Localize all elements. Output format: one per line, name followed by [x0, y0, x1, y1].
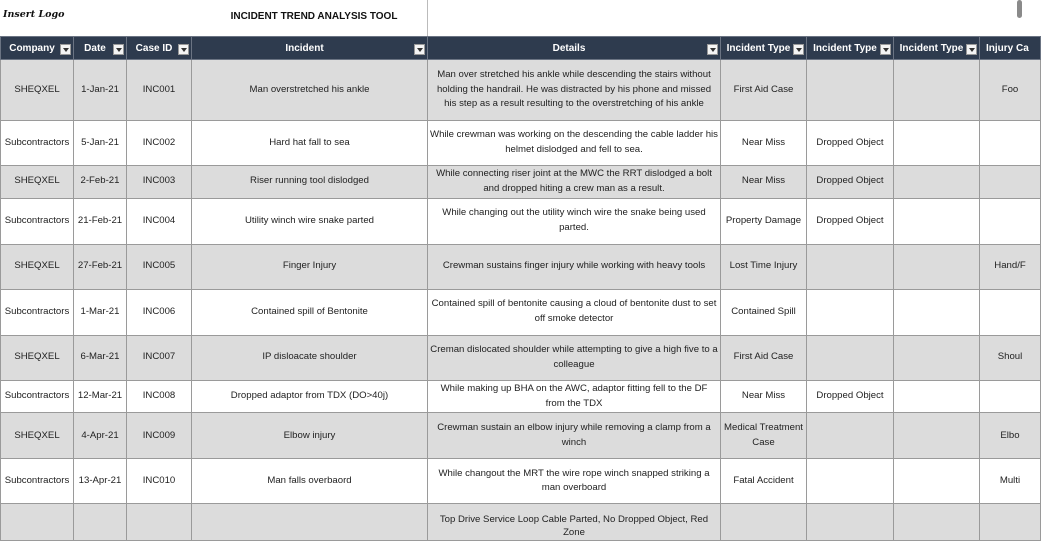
incident-cell[interactable]: Man falls overbaord: [192, 459, 428, 504]
sheet-title-area: [0, 0, 1024, 36]
column-header-case-id: Case ID: [127, 37, 192, 60]
case-id-cell[interactable]: INC002: [127, 121, 192, 166]
incident-type-cell[interactable]: Near Miss: [721, 166, 807, 199]
date-cell[interactable]: 6-Mar-21: [74, 335, 127, 380]
company-cell[interactable]: Subcontractors: [1, 121, 74, 166]
incident-type-cell[interactable]: [807, 60, 894, 121]
incident-type-cell[interactable]: Fatal Accident: [721, 459, 807, 504]
filter-dropdown-icon[interactable]: [966, 44, 977, 55]
company-cell[interactable]: Subcontractors: [1, 459, 74, 504]
injury-category-cell[interactable]: [980, 198, 1041, 244]
table-row[interactable]: [1, 121, 1041, 166]
company-cell[interactable]: SHEQXEL: [1, 335, 74, 380]
company-cell[interactable]: [1, 504, 74, 541]
incident-cell[interactable]: Contained spill of Bentonite: [192, 289, 428, 335]
injury-category-cell[interactable]: Multi: [980, 459, 1041, 504]
company-cell[interactable]: SHEQXEL: [1, 244, 74, 289]
column-header-incident: Incident: [192, 37, 428, 60]
column-header-company: Company: [1, 37, 74, 60]
incident-type-cell[interactable]: Dropped Object: [807, 121, 894, 166]
column-header-incident-type-2: Incident Type: [807, 37, 894, 60]
filter-dropdown-icon[interactable]: [60, 44, 71, 55]
case-id-cell[interactable]: INC006: [127, 289, 192, 335]
filter-dropdown-icon[interactable]: [414, 44, 425, 55]
incident-cell[interactable]: Riser running tool dislodged: [192, 166, 428, 199]
incident-type-cell[interactable]: [894, 380, 980, 413]
incident-type-cell[interactable]: [721, 504, 807, 541]
incident-type-cell[interactable]: [894, 244, 980, 289]
incident-cell[interactable]: Finger Injury: [192, 244, 428, 289]
case-id-cell[interactable]: [127, 504, 192, 541]
date-cell[interactable]: 5-Jan-21: [74, 121, 127, 166]
details-cell[interactable]: While crewman was working on the descending the cable ladder his helmet dislodged and fell to sea.: [428, 121, 721, 166]
company-cell[interactable]: SHEQXEL: [1, 166, 74, 199]
incident-type-cell[interactable]: [894, 121, 980, 166]
column-header-incident-type-1: Incident Type: [721, 37, 807, 60]
details-cell[interactable]: While connecting riser joint at the MWC the RRT dislodged a bolt and dropped hiting a crew man as a result.: [428, 166, 721, 199]
incident-table: [0, 36, 1041, 541]
injury-category-cell[interactable]: Elbo: [980, 413, 1041, 459]
case-id-cell[interactable]: INC004: [127, 198, 192, 244]
incident-type-cell[interactable]: Property Damage: [721, 198, 807, 244]
table-row[interactable]: [1, 504, 1041, 541]
details-cell[interactable]: Top Drive Service Loop Cable Parted, No Dropped Object, Red Zone: [428, 504, 721, 541]
filter-dropdown-icon[interactable]: [880, 44, 891, 55]
table-row[interactable]: [1, 166, 1041, 199]
date-cell[interactable]: 4-Apr-21: [74, 413, 127, 459]
incident-cell[interactable]: Hard hat fall to sea: [192, 121, 428, 166]
date-cell[interactable]: 2-Feb-21: [74, 166, 127, 199]
incident-type-cell[interactable]: [894, 289, 980, 335]
date-cell[interactable]: 13-Apr-21: [74, 459, 127, 504]
incident-type-cell[interactable]: [807, 413, 894, 459]
case-id-cell[interactable]: INC009: [127, 413, 192, 459]
filter-dropdown-icon[interactable]: [113, 44, 124, 55]
table-row[interactable]: [1, 289, 1041, 335]
details-cell[interactable]: Crewman sustain an elbow injury while removing a clamp from a winch: [428, 413, 721, 459]
column-header-incident-type-3: Incident Type: [894, 37, 980, 60]
incident-type-cell[interactable]: [807, 335, 894, 380]
details-cell[interactable]: Contained spill of bentonite causing a cloud of bentonite dust to set off smoke detector: [428, 289, 721, 335]
filter-dropdown-icon[interactable]: [707, 44, 718, 55]
incident-type-cell[interactable]: Near Miss: [721, 380, 807, 413]
injury-category-cell[interactable]: [980, 380, 1041, 413]
injury-category-cell[interactable]: [980, 504, 1041, 541]
incident-type-cell[interactable]: [894, 504, 980, 541]
company-cell[interactable]: SHEQXEL: [1, 60, 74, 121]
date-cell[interactable]: 1-Mar-21: [74, 289, 127, 335]
case-id-cell[interactable]: INC010: [127, 459, 192, 504]
injury-category-cell[interactable]: Foo: [980, 60, 1041, 121]
column-divider: [427, 0, 428, 36]
incident-type-cell[interactable]: Contained Spill: [721, 289, 807, 335]
incident-cell[interactable]: Utility winch wire snake parted: [192, 198, 428, 244]
column-header-injury-category: Injury Ca: [980, 37, 1041, 60]
details-cell[interactable]: While making up BHA on the AWC, adaptor fitting fell to the DF from the TDX: [428, 380, 721, 413]
company-cell[interactable]: Subcontractors: [1, 380, 74, 413]
table-row[interactable]: [1, 335, 1041, 380]
incident-type-cell[interactable]: First Aid Case: [721, 60, 807, 121]
incident-type-cell[interactable]: Dropped Object: [807, 166, 894, 199]
incident-type-cell[interactable]: Near Miss: [721, 121, 807, 166]
incident-type-cell[interactable]: [807, 459, 894, 504]
incident-cell[interactable]: IP disloacate shoulder: [192, 335, 428, 380]
logo-placeholder: Insert Logo: [3, 9, 65, 20]
incident-type-cell[interactable]: [894, 198, 980, 244]
case-id-cell[interactable]: INC005: [127, 244, 192, 289]
incident-cell[interactable]: Elbow injury: [192, 413, 428, 459]
company-cell[interactable]: SHEQXEL: [1, 413, 74, 459]
date-cell[interactable]: 21-Feb-21: [74, 198, 127, 244]
case-id-cell[interactable]: INC001: [127, 60, 192, 121]
table-row[interactable]: [1, 380, 1041, 413]
page-title: INCIDENT TREND ANALYSIS TOOL: [230, 11, 398, 22]
vertical-scrollbar-thumb[interactable]: [1017, 0, 1022, 18]
incident-type-cell[interactable]: [807, 504, 894, 541]
incident-type-cell[interactable]: Lost Time Injury: [721, 244, 807, 289]
case-id-cell[interactable]: INC007: [127, 335, 192, 380]
incident-type-cell[interactable]: Dropped Object: [807, 198, 894, 244]
injury-category-cell[interactable]: Shoul: [980, 335, 1041, 380]
incident-cell[interactable]: Dropped adaptor from TDX (DO>40j): [192, 380, 428, 413]
date-cell[interactable]: 27-Feb-21: [74, 244, 127, 289]
column-header-date: Date: [74, 37, 127, 60]
company-cell[interactable]: Subcontractors: [1, 198, 74, 244]
filter-dropdown-icon[interactable]: [178, 44, 189, 55]
details-cell[interactable]: Creman dislocated shoulder while attempting to give a high five to a colleague: [428, 335, 721, 380]
filter-dropdown-icon[interactable]: [793, 44, 804, 55]
incident-type-cell[interactable]: [894, 335, 980, 380]
column-header-details: Details: [428, 37, 721, 60]
details-cell[interactable]: Man over stretched his ankle while descending the stairs without holding the handrail. He was distracted by his phone and missed his step as a result resulting to the overstretching of his ankle: [428, 60, 721, 121]
table-row[interactable]: [1, 413, 1041, 459]
details-cell[interactable]: While changing out the utility winch wire the snake being used parted.: [428, 198, 721, 244]
details-cell[interactable]: While changout the MRT the wire rope winch snapped striking a man overboard: [428, 459, 721, 504]
incident-cell[interactable]: [192, 504, 428, 541]
incident-type-cell[interactable]: Dropped Object: [807, 380, 894, 413]
table-row[interactable]: [1, 244, 1041, 289]
case-id-cell[interactable]: INC008: [127, 380, 192, 413]
incident-cell[interactable]: Man overstretched his ankle: [192, 60, 428, 121]
incident-type-cell[interactable]: [894, 166, 980, 199]
incident-type-cell[interactable]: [894, 459, 980, 504]
details-cell[interactable]: Crewman sustains finger injury while working with heavy tools: [428, 244, 721, 289]
case-id-cell[interactable]: INC003: [127, 166, 192, 199]
incident-type-cell[interactable]: Medical Treatment Case: [721, 413, 807, 459]
incident-type-cell[interactable]: [894, 60, 980, 121]
date-cell[interactable]: 12-Mar-21: [74, 380, 127, 413]
header-row: [1, 37, 1041, 60]
date-cell[interactable]: 1-Jan-21: [74, 60, 127, 121]
company-cell[interactable]: Subcontractors: [1, 289, 74, 335]
incident-type-cell[interactable]: [807, 289, 894, 335]
injury-category-cell[interactable]: [980, 289, 1041, 335]
table-row[interactable]: [1, 198, 1041, 244]
date-cell[interactable]: [74, 504, 127, 541]
table-row[interactable]: [1, 459, 1041, 504]
injury-category-cell[interactable]: [980, 166, 1041, 199]
table-row[interactable]: [1, 60, 1041, 121]
incident-type-cell[interactable]: [807, 244, 894, 289]
incident-type-cell[interactable]: [894, 413, 980, 459]
injury-category-cell[interactable]: [980, 121, 1041, 166]
incident-type-cell[interactable]: First Aid Case: [721, 335, 807, 380]
injury-category-cell[interactable]: Hand/F: [980, 244, 1041, 289]
